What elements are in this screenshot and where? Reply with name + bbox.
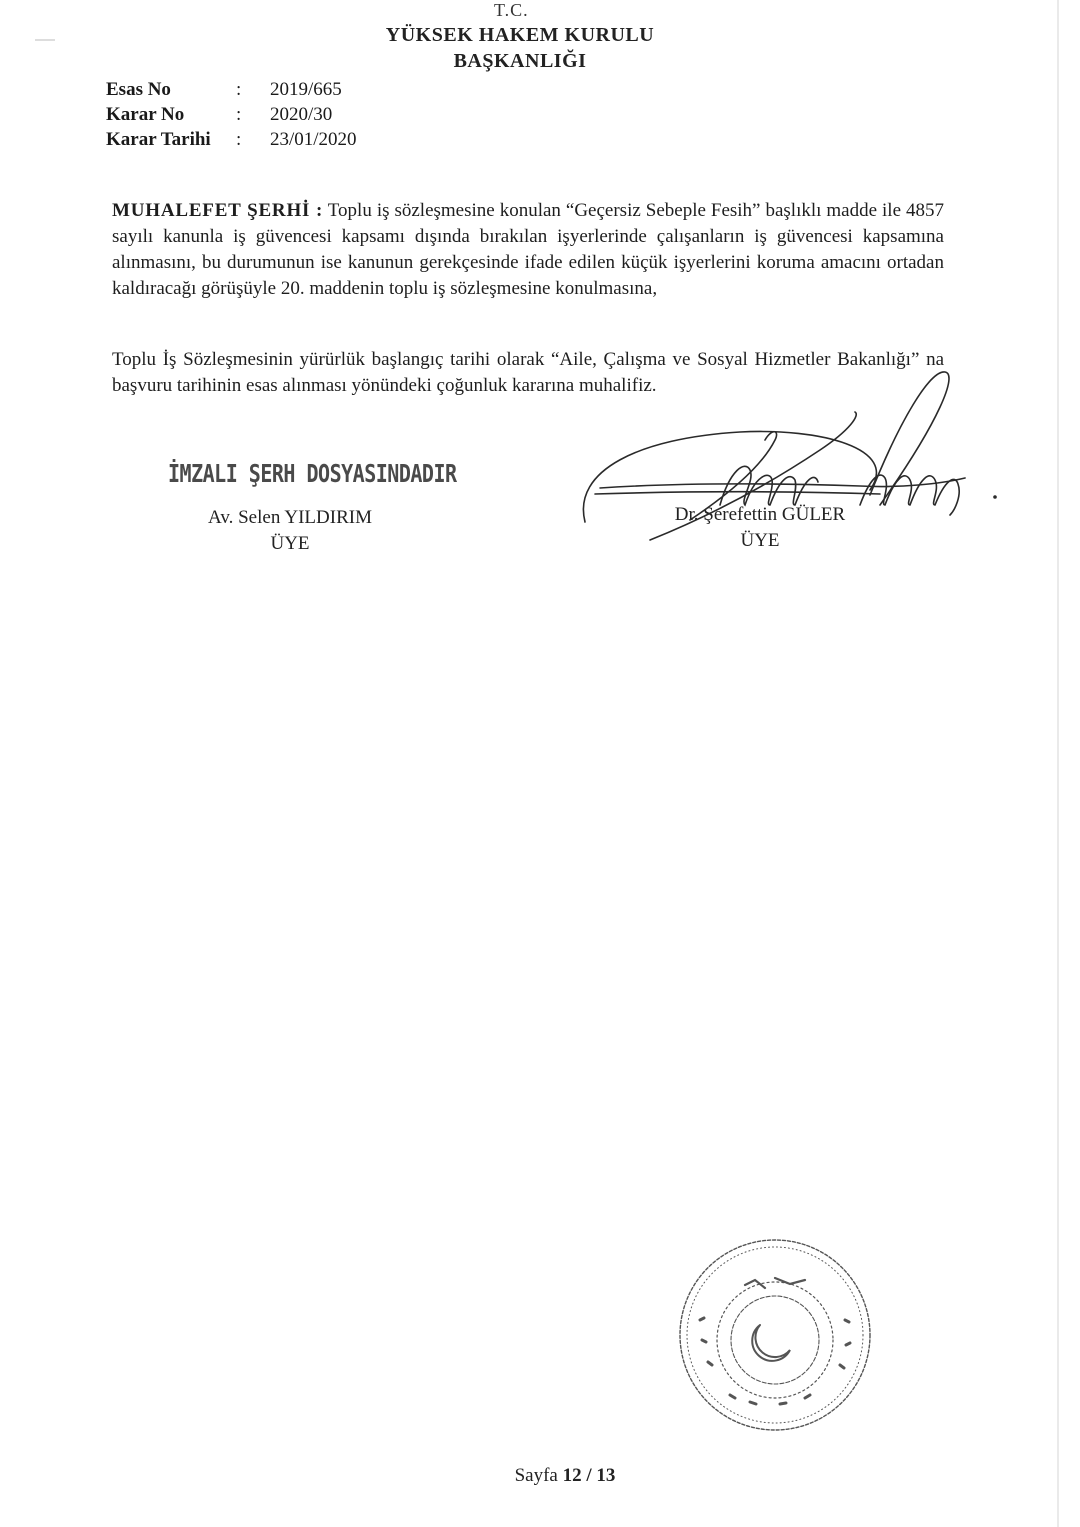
page-prefix: Sayfa bbox=[514, 1465, 558, 1486]
left-signatory-name: Av. Selen YILDIRIM bbox=[208, 507, 372, 528]
page-number bbox=[450, 1465, 680, 1487]
meta-separator: : bbox=[236, 104, 242, 125]
official-seal bbox=[680, 1240, 870, 1430]
right-signatory-role: ÜYE bbox=[740, 530, 780, 551]
page-current: 12 bbox=[562, 1465, 582, 1486]
header-office: BAŞKANLIĞI bbox=[453, 50, 587, 72]
meta-label: Karar Tarihi bbox=[106, 129, 211, 150]
meta-separator: : bbox=[236, 129, 242, 150]
meta-label: Karar No bbox=[106, 104, 185, 125]
dissent-heading: MUHALEFET ŞERHİ : bbox=[112, 200, 324, 221]
signed-annotation-stamp: İMZALI ŞERH DOSYASINDADIR bbox=[168, 458, 457, 488]
dissent-text-1: Toplu iş sözleşmesine konulan “Geçersiz Sebeple Fesih” başlıklı madde ile 4857 sayılı kanunla iş güvencesi kapsamı dışında bırakılan işyerlerinde çalışanların iş güvencesi kapsamına alınmasını, bu durumunun ise kanunun gerekçesinde ifade edilen küçük işyerlerini koruma amacını ortadan kaldıracağı görüşüyle 20. maddenin toplu iş sözleşmesine konulmasına, bbox=[112, 200, 944, 299]
dissent-text-2: Toplu İş Sözleşmesinin yürürlük başlangıç tarihi olarak “Aile, Çalışma ve Sosyal Hizmetler Bakanlığı” na başvuru tarihinin esas alınması yönündeki çoğunluk kararına muhalifiz. bbox=[112, 349, 944, 396]
header-institution: YÜKSEK HAKEM KURULU bbox=[385, 24, 655, 46]
meta-separator: : bbox=[236, 79, 242, 100]
right-signatory-name: Dr. Şerefettin GÜLER bbox=[674, 504, 846, 525]
handwritten-signature bbox=[583, 372, 996, 540]
meta-value: 2019/665 bbox=[270, 79, 342, 100]
page-total: 13 bbox=[596, 1465, 616, 1486]
page-separator: / bbox=[581, 1465, 597, 1486]
meta-value: 23/01/2020 bbox=[270, 129, 357, 150]
meta-label: Esas No bbox=[106, 79, 171, 100]
left-signatory-role: ÜYE bbox=[270, 533, 310, 554]
meta-value: 2020/30 bbox=[270, 104, 333, 125]
header-top-line: T.C. bbox=[494, 0, 529, 20]
